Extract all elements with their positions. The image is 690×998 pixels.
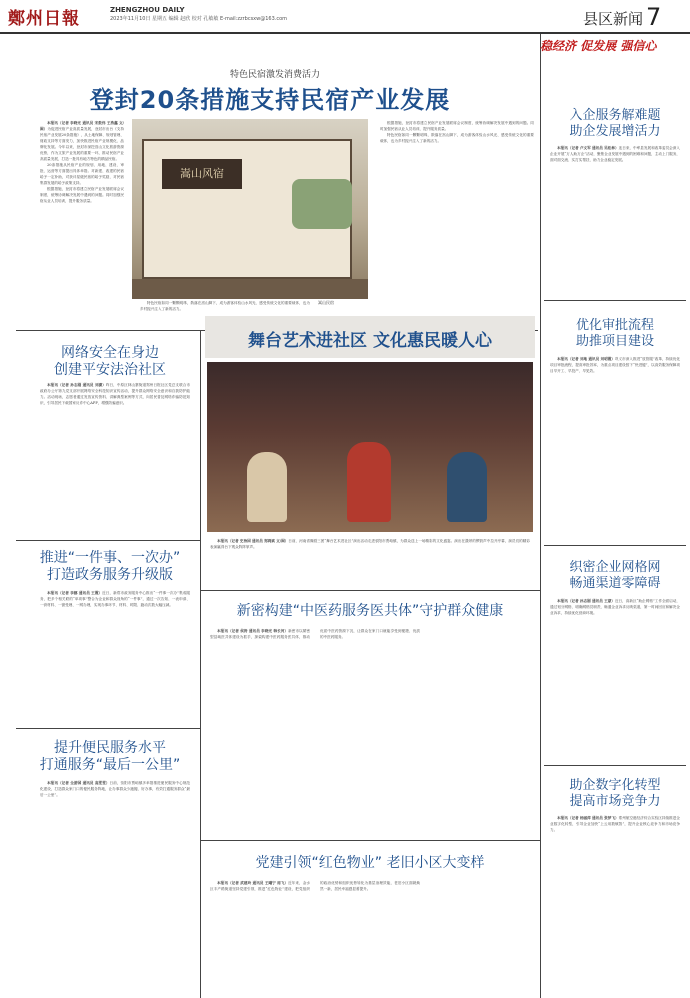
main-body-1: 为促进民宿产业高质量发展，登封市出台《支持民宿产业发展20条措施》，从土地保障、规划管理、财政支持等方面发力，加快推进民宿产业规模化、品牌化发展。今年以来，登封市深挖嵩山文化旅游资源优势，作为文旅产业发展的重要一环，推动民宿产业高质量发展，打造一批具有地方特色的精品民宿。: [40, 127, 124, 161]
digital-transform-body: 本报讯（记者 杨丽萍 通讯员 张梦飞）郑州航空港经济综合实验区持续推进企业数字化转型，引导企业加快“上云用数赋智”，提升企业核心竞争力和市场竞争力。: [550, 816, 680, 832]
main-article-column-3: [380, 120, 534, 330]
main-body-4b: 特色民宿如同一颗颗明珠，散落在嵩山脚下，成为游客体验山水风光、感受传统文化的重要载体，也为乡村振兴注入了新的活力。: [380, 133, 534, 143]
main-body-3b: 根据措施，登封市将建立民宿产业发展联席会议制度，统筹协调解决发展中遇到的问题。同时加强民宿从业人员培训，提升服务质量。: [380, 121, 534, 131]
rule-4: [200, 840, 540, 841]
main-body-4: 特色民宿如同一颗颗明珠，散落在嵩山脚下，成为游客体验山水风光、感受传统文化的重要载体，也为乡村振兴注入了新的活力。: [140, 301, 310, 311]
performer-1: [247, 452, 287, 522]
stage-body: 本报讯（记者 史治国 通讯员 郑鸿斌 文/图）日前，河南省豫剧三团“舞台艺术进社区”演出活动走进荥阳市贾峪镇，为群众送上一场精彩的文化盛宴。演出在激昂的锣鼓声中拉开序幕，演员们的精彩表演赢得台下观众阵阵掌声。: [210, 539, 530, 549]
main-article-column-1: [40, 120, 124, 328]
photo-plant: [292, 179, 352, 229]
story-one-thing-headline: 推进“一件事、一次办” 打造政务服务升级版: [39, 550, 181, 583]
photo-sign: 嵩山风宿: [162, 159, 242, 189]
enterprise-service-body: 本报讯（记者 卢文军 通讯员 吴松林）连日来，中牟县发展和改革委员会深入企业开展“万人助万企”活动，聚焦企业发展中遇到的困难和问题，主动上门服务，面对面交流、实打实帮扶，助力企业稳定发展。: [550, 146, 680, 162]
rule-1: [16, 540, 200, 541]
story-convenience-body: 本报讯（记者 全游国 通讯员 高雯雯）日前，荥阳市贾峪镇多举措推进便民服务中心规范化建设，打造群众家门口的便民服务阵地，让办事群众少跑腿、好办事，有效打通服务群众“最后一公里”。: [40, 781, 190, 797]
story-one-thing-body: 本报讯（记者 李娜 通讯员 王霞）近日，新郑市政务服务中心推出“一件事一次办”集成服务，把多个相关联的“单项事”整合为企业和群众视角的“一件事”，通过一次告知、一表申请、一套材料、一窗受理、一网办理，实现办事环节、材料、时限、跑动次数大幅压减。: [40, 591, 190, 607]
newspaper-english-name: ZHENGZHOU DAILY: [110, 6, 185, 14]
main-byline: 本报讯（记者 李晓光 通讯员 宋鼓伟 王浩鑫 文/图）: [40, 121, 124, 131]
xinmi-body: 本报讯（记者 侯涛 通讯员 李晓光 韩长河）新密市以紧密型县域医共体建设为抓手，探索构建中医药服务医共体，推动优质中医药资源下沉，让群众在家门口就能享受到便捷、优质的中医药服务。: [210, 629, 420, 639]
rule-3: [200, 590, 540, 591]
rule-7: [544, 765, 686, 766]
main-headline: 登封20条措施支持民宿产业发展: [89, 86, 451, 114]
red-property-headline: 党建引领“红色物业” 老旧小区大变样: [255, 855, 485, 871]
section-title: 县区新闻: [583, 10, 644, 28]
story-network-security-headline: 网络安全在身边 创建平安法治社区: [54, 345, 166, 378]
main-photo-caption: 嵩山民宿: [318, 300, 334, 305]
main-body-2: 20条措施从民宿产业的规划、用地、建设、审批、运营等方面提出具体举措。对新建、改建的民宿给予一定补助，对获评星级民宿的给予奖励，对民宿集群发展的给予政策支持。: [40, 163, 124, 185]
performer-3: [447, 452, 487, 522]
red-property-body: 本报讯（记者 武建玲 通讯员 王曦宁 周飞）近年来，金水区丰产路街道坚持党建引领，推进“红色物业”建设，把党组织的政治优势和组织优势转化为基层治理效能，老旧小区面貌焕然一新，居民幸福感显著提升。: [210, 881, 420, 891]
enterprise-service-headline: 入企服务解难题 助企发展增活力: [569, 108, 661, 139]
xinmi-headline: 新密构建“中医药服务医共体”守护群众健康: [236, 603, 504, 619]
masthead-rule: [0, 32, 690, 34]
grid-network-headline: 织密企业网格网 畅通渠道零障碍: [569, 560, 661, 591]
date-line: 2023年11月10日 星期五 编辑 赵欣 校对 孔敏敏 E-mail:zzrbcsxw@163.com: [110, 16, 288, 22]
slogan: 稳经济 促发展 强信心: [540, 39, 657, 53]
approval-headline: 优化审批流程 助推项目建设: [575, 318, 654, 349]
story-convenience-headline: 提升便民服务水平 打通服务“最后一公里”: [39, 740, 181, 773]
story-network-security-body: 本报讯（记者 孙志刚 通讯员 刘潇）昨日，中原区林山寨街道郑州日报社区党总支联合市政府办公厅第九党支部开展网络安全科技知识宣传活动，提升群众网络安全意识和自我防护能力。活动现场，志愿者通过发放宣传资料、讲解典型案例等方式，向居民普及网络诈骗防范知识，引导居民下载国家反诈中心APP，增强防骗意识。: [40, 383, 190, 405]
rule-2: [16, 728, 200, 729]
rule-6: [544, 545, 686, 546]
left-column-divider: [200, 331, 201, 998]
digital-transform-headline: 助企数字化转型 提高市场竞争力: [569, 778, 661, 809]
main-body-3: 根据措施，登封市将建立民宿产业发展联席会议制度，统筹协调解决发展中遇到的问题。同时加强民宿从业人员培训，提升服务质量。: [40, 187, 124, 203]
performer-2: [347, 442, 391, 522]
approval-body: 本报讯（记者 刘地 通讯员 刘明霞）巩义市深入推进“放管服”改革，持续优化项目审批流程，提高审批效率，为重点项目建设按下“快进键”，以高效服务保障项目早开工、早投产、早见效。: [550, 357, 680, 373]
photo-ground: [132, 279, 368, 299]
right-column-divider: [540, 34, 541, 998]
main-kicker: 特色民宿激发消费活力: [229, 70, 320, 80]
stage-photo: [207, 362, 533, 532]
stage-headline: 舞台艺术进社区 文化惠民暖人心: [248, 331, 492, 351]
rule-5: [544, 300, 686, 301]
main-photo: [132, 119, 368, 299]
page-number: 7: [646, 3, 662, 31]
grid-network-body: 本报讯（记者 孙志刚 通讯员 王蒙）近日，高新区“助企网格”工作全面启动，通过划分网格、明确网格员职责，畅通企业诉求反映渠道，第一时间回应和解决企业诉求，持续优化营商环境。: [550, 599, 680, 615]
newspaper-logo: 鄭州日報: [8, 9, 80, 29]
